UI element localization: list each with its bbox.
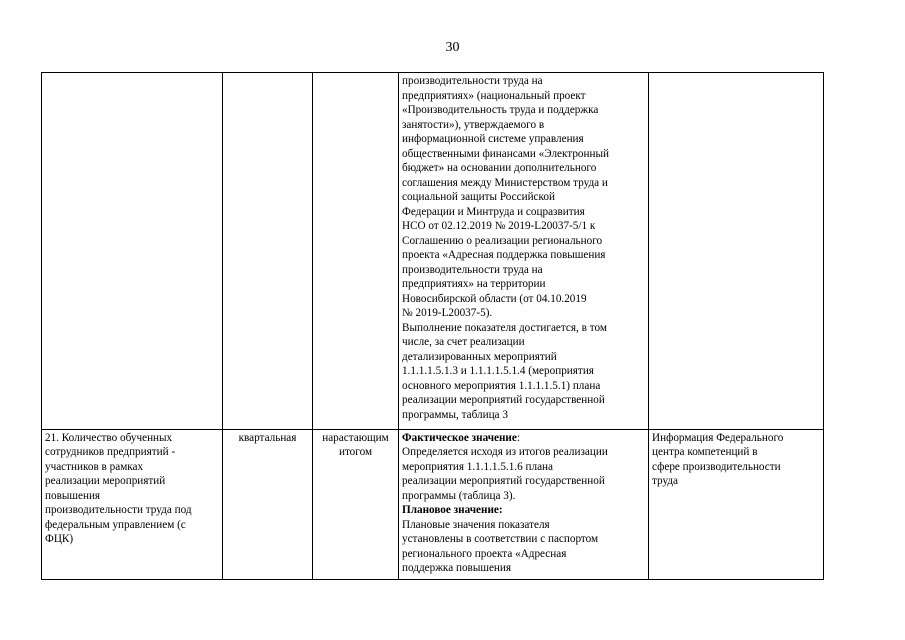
description-line: информационной системе управления — [402, 133, 584, 145]
description-line: предприятиях» на территории — [402, 278, 546, 290]
planned-line: регионального проекта «Адресная — [402, 547, 567, 560]
actual-heading-line — [402, 431, 645, 446]
method-cell — [313, 429, 399, 579]
actual-line: мероприятия 1.1.1.1.5.1.6 плана — [402, 460, 553, 473]
description-line: Соглашению о реализации регионального — [402, 234, 603, 247]
calculation-cell — [399, 429, 649, 579]
planned-line: Плановые значения показателя — [402, 518, 550, 531]
table-row-continuation — [42, 73, 824, 430]
description-cell — [399, 73, 649, 430]
source-line: Информация Федерального — [652, 431, 784, 444]
table-row-21 — [42, 429, 824, 579]
indicator-line: ФЦК) — [45, 533, 74, 546]
actual-heading-colon: : — [516, 431, 520, 444]
source-line: труда — [652, 475, 679, 488]
periodicity-cell-empty — [223, 73, 313, 430]
description-line: основного мероприятия 1.1.1.1.5.1) плана — [402, 379, 601, 392]
description-line: производительности труда на — [402, 75, 543, 87]
description-line: Выполнение показателя достигается, в том — [402, 321, 607, 334]
indicator-line: федеральным управлением (с — [45, 518, 186, 531]
method-line: нарастающим — [322, 431, 389, 444]
description-line: числе, за счет реализации — [402, 336, 525, 348]
description-line: программы, таблица 3 — [402, 408, 508, 421]
indicator-table — [41, 72, 824, 580]
planned-value-heading: Плановое значение: — [402, 504, 503, 517]
actual-line: программы (таблица 3). — [402, 489, 516, 502]
actual-line: Определяется исходя из итогов реализации — [402, 446, 608, 459]
periodicity-cell — [223, 429, 313, 579]
description-line: реализации мероприятий государственной — [402, 394, 605, 406]
source-cell — [649, 429, 824, 579]
source-line: сфере производительности — [652, 460, 781, 473]
planned-line: поддержка повышения — [402, 562, 512, 575]
actual-value-heading: Фактическое значение — [402, 431, 517, 444]
description-line: детализированных мероприятий — [402, 350, 557, 363]
indicator-line: участников в рамках — [45, 460, 144, 473]
description-line: НСО от 02.12.2019 № 2019-L20037-5/1 к — [402, 220, 596, 232]
source-cell-empty — [649, 73, 824, 430]
description-line: Новосибирской области (от 04.10.2019 — [402, 292, 587, 305]
description-line: соглашения между Министерством труда и — [402, 176, 608, 189]
description-line: 1.1.1.1.5.1.3 и 1.1.1.1.5.1.4 (мероприятия — [402, 365, 594, 377]
description-line: проекта «Адресная поддержка повышения — [402, 249, 606, 261]
method-line: итогом — [338, 446, 373, 459]
planned-line: установлены в соответствии с паспортом — [402, 533, 599, 546]
description-line: предприятиях» (национальный проект — [402, 89, 586, 102]
description-line: общественными финансами «Электронный — [402, 147, 610, 160]
description-line: бюджет» на основании дополнительного — [402, 162, 597, 174]
source-line: центра компетенций в — [652, 446, 758, 459]
indicator-line: реализации мероприятий — [45, 475, 166, 488]
description-line: занятости»), утверждаемого в — [402, 118, 545, 131]
description-line: Федерации и Минтруда и соцразвития — [402, 205, 585, 218]
description-line: социальной защиты Российской — [402, 191, 555, 203]
indicator-line: 21. Количество обученных — [45, 431, 173, 444]
indicator-line: сотрудников предприятий - — [45, 446, 176, 459]
description-line: производительности труда на — [402, 263, 543, 276]
indicator-name-cell — [42, 429, 223, 579]
indicator-line: производительности труда под — [45, 504, 192, 517]
description-line: «Производительность труда и поддержка — [402, 104, 599, 116]
description-line: № 2019-L20037-5). — [402, 307, 493, 319]
periodicity-value: квартальная — [238, 431, 297, 444]
indicator-line: повышения — [45, 489, 101, 502]
actual-line: реализации мероприятий государственной — [402, 475, 605, 488]
method-cell-empty — [313, 73, 399, 430]
indicator-cell-empty — [42, 73, 223, 430]
page-number: 30 — [445, 40, 460, 55]
